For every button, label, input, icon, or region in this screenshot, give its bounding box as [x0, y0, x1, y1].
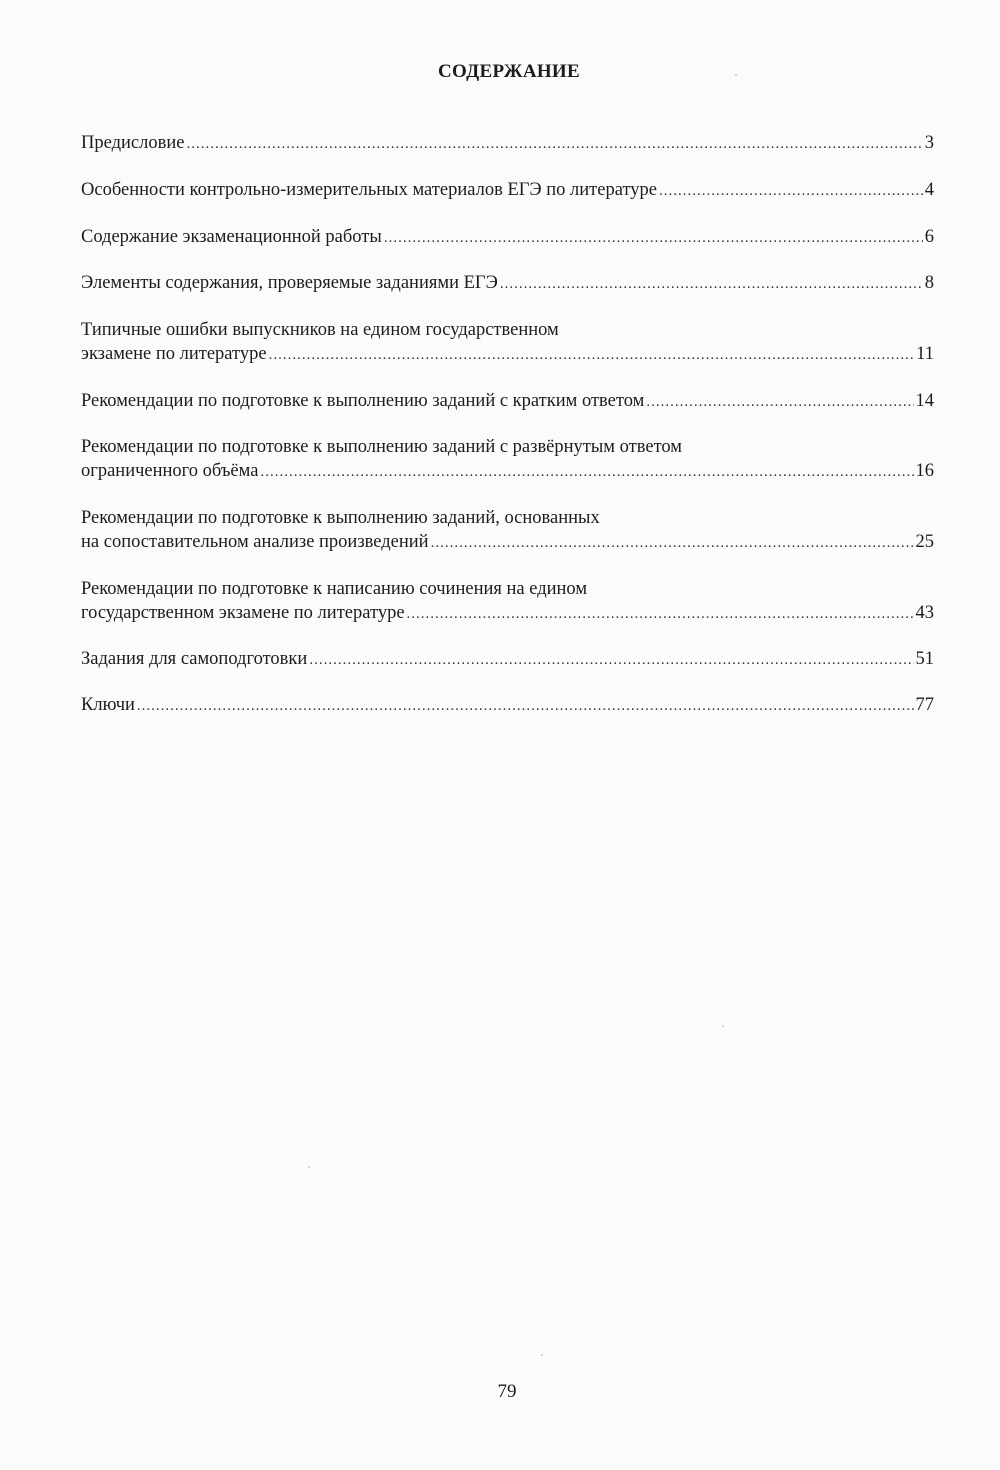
toc-entry-self-study[interactable]: [81, 647, 934, 672]
toc-entry-comparative-analysis[interactable]: [81, 506, 934, 555]
toc-entry-title-continued: на сопоставительном анализе произведений: [81, 532, 429, 552]
toc-entry-essay[interactable]: [81, 577, 934, 626]
toc-entry-title: Рекомендации по подготовке к выполнению заданий, основанных: [81, 508, 600, 528]
toc-entry-title: Типичные ошибки выпускников на едином государственном: [81, 320, 559, 340]
toc-entry-title: Предисловие: [81, 133, 185, 153]
scan-speck: [735, 74, 737, 76]
toc-entry-preface[interactable]: [81, 131, 934, 156]
toc-entry-page: 43: [915, 603, 934, 623]
dot-leader: [269, 343, 915, 367]
toc-entry-title-continued: государственном экзамене по литературе: [81, 603, 405, 623]
toc-entry-typical-errors[interactable]: [81, 318, 934, 367]
toc-entry-title-continued: экзамене по литературе: [81, 344, 267, 364]
dot-leader: [137, 694, 914, 718]
toc-entry-title-continued: ограниченного объёма: [81, 461, 259, 481]
dot-leader: [500, 272, 923, 296]
page-title: СОДЕРЖАНИЕ: [438, 61, 580, 82]
toc-entry-page: 6: [924, 227, 934, 247]
toc-entry-page: 14: [915, 391, 934, 411]
scan-speck: [541, 1354, 543, 1356]
dot-leader: [646, 390, 913, 414]
toc-entry-title: Задания для самоподготовки: [81, 649, 308, 669]
toc-entry-keys[interactable]: [81, 693, 934, 718]
toc-entry-page: 51: [915, 649, 934, 669]
scan-speck: [722, 1025, 724, 1027]
dot-leader: [384, 226, 923, 250]
toc-entry-page: 77: [915, 695, 934, 715]
toc-entry-title: Рекомендации по подготовке к выполнению заданий с кратким ответом: [81, 391, 645, 411]
toc-entry-kim-features[interactable]: [81, 178, 934, 203]
dot-leader: [431, 531, 914, 555]
toc-entry-exam-content[interactable]: [81, 225, 934, 250]
toc-entry-short-answer[interactable]: [81, 389, 934, 414]
toc-entry-page: 11: [916, 344, 934, 364]
scan-speck: [308, 1166, 310, 1168]
toc-entry-page: 4: [924, 180, 934, 200]
toc-entry-page: 16: [915, 461, 934, 481]
toc-entry-title: Элементы содержания, проверяемые заданиями ЕГЭ: [81, 273, 498, 293]
dot-leader: [659, 179, 923, 203]
dot-leader: [186, 132, 922, 156]
toc-entry-title: Ключи: [81, 695, 135, 715]
toc-entry-extended-answer[interactable]: [81, 435, 934, 484]
toc-entry-title: Особенности контрольно-измерительных материалов ЕГЭ по литературе: [81, 180, 658, 200]
toc-entry-title: Содержание экзаменационной работы: [81, 227, 382, 247]
toc-entry-title: Рекомендации по подготовке к написанию сочинения на едином: [81, 579, 588, 599]
dot-leader: [260, 460, 913, 484]
toc-entry-title: Рекомендации по подготовке к выполнению заданий с развёрнутым ответом: [81, 437, 683, 457]
toc-entry-page: 8: [924, 273, 934, 293]
toc-entry-page: 25: [915, 532, 934, 552]
dot-leader: [309, 648, 913, 672]
dot-leader: [407, 602, 914, 626]
toc-entry-page: 3: [924, 133, 934, 153]
page-number: 79: [497, 1381, 517, 1402]
toc-entry-content-elements[interactable]: [81, 271, 934, 296]
